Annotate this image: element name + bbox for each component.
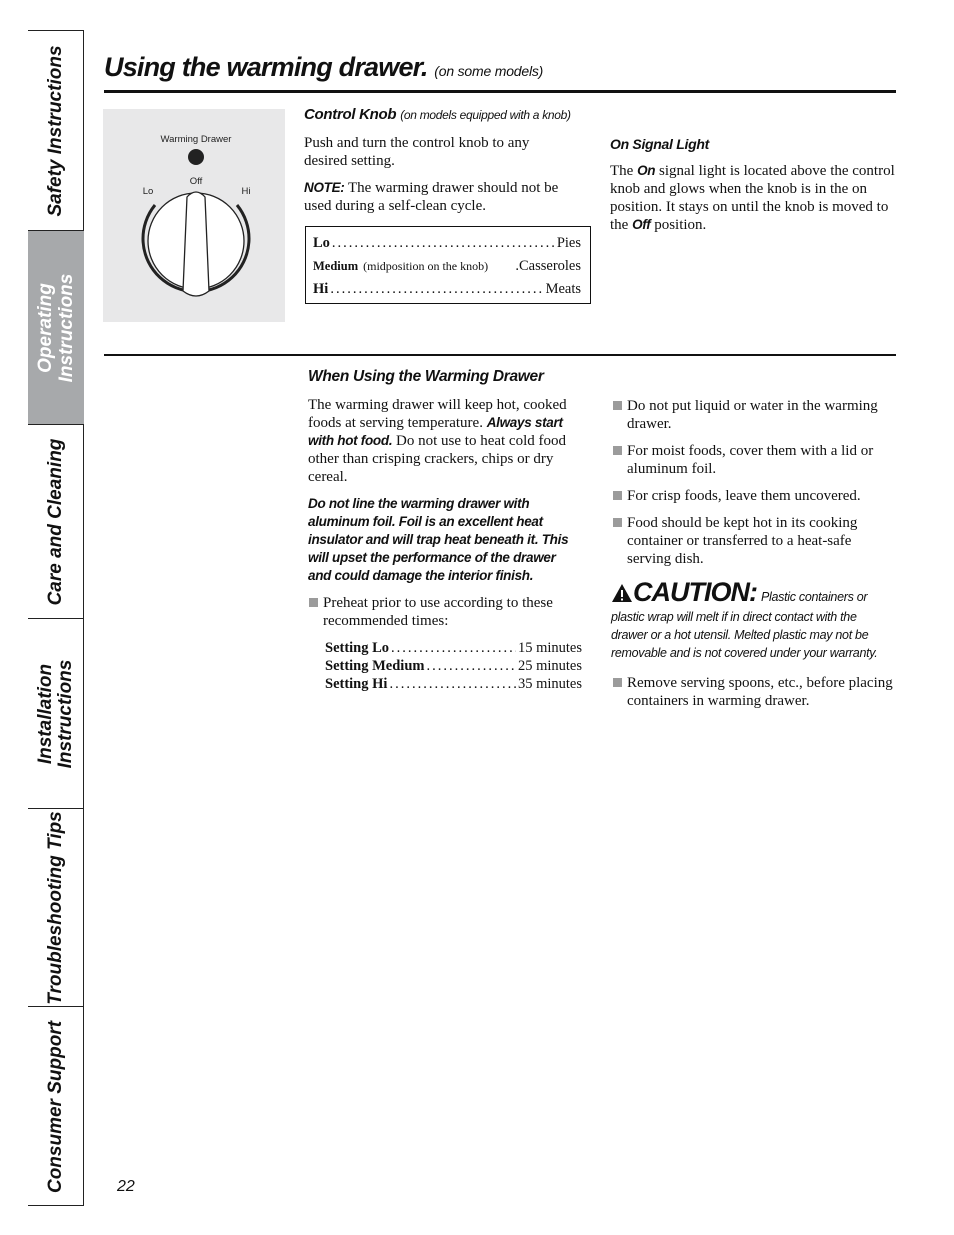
leader-dots (426, 657, 515, 675)
setting-value: Pies (556, 235, 581, 251)
paragraph-text: Do not use to heat cold food other than crisping crackers, chips or dry cereal. (308, 433, 566, 485)
signal-light-icon (188, 149, 204, 165)
time-value: 35 minutes (517, 676, 582, 692)
setting-key: Lo (313, 235, 330, 251)
leader-dots (391, 639, 516, 657)
section-tabs (28, 30, 84, 1206)
time-setting: Setting Medium (325, 658, 425, 674)
time-row (308, 657, 582, 675)
knob-handle (183, 192, 209, 296)
time-setting: Setting Lo (325, 640, 390, 656)
tab-troubleshooting-tips[interactable] (28, 809, 84, 1007)
on-word: On (637, 163, 656, 178)
leader-dots (389, 675, 516, 693)
leader-dots (330, 278, 543, 301)
control-knob-note-paragraph (304, 179, 566, 215)
setting-value: .Casseroles (515, 258, 581, 274)
time-row (308, 675, 582, 693)
tab-care-and-cleaning[interactable] (28, 425, 84, 619)
tab-safety-instructions[interactable] (28, 31, 84, 231)
tab-label: Consumer Support (45, 1020, 66, 1194)
section-rule (104, 354, 896, 356)
foil-warning: Do not line the warming drawer with aluminum foil. Foil is an excellent heat insulator and will trap heat beneath it. This will upset the performance of the drawer and could damage the interior finish. (308, 496, 569, 583)
signal-text-part: position. (654, 217, 707, 233)
tab-label-text: Operating Instructions (35, 273, 77, 382)
time-value: 15 minutes (517, 640, 582, 656)
header-rule (104, 90, 896, 93)
warning-triangle-icon (611, 583, 633, 608)
list-item: Food should be kept hot in its cooking container or transferred to a heat-safe serving dish. (612, 514, 896, 568)
tab-operating-instructions[interactable] (28, 231, 84, 425)
setting-value: Meats (545, 281, 581, 297)
tab-label: Troubleshooting Tips (45, 810, 66, 1005)
knob-label-hi: Hi (241, 186, 251, 197)
tab-label-text: Installation Instructions (35, 659, 76, 768)
tab-label: Safety Instructions (45, 44, 66, 217)
signal-light-heading: On Signal Light (610, 136, 709, 152)
paragraph-text: The warming drawer will keep hot, cooked foods at serving temperature. (308, 397, 567, 431)
time-value: 25 minutes (517, 658, 582, 674)
setting-key: Hi (313, 281, 329, 297)
tips-list (612, 397, 896, 719)
list-item (308, 594, 588, 630)
note-label: NOTE: (304, 180, 345, 195)
settings-row (313, 278, 581, 301)
page-subtitle: (on some models) (434, 63, 544, 79)
caution-block (611, 577, 891, 662)
tab-label: Care and Cleaning (45, 438, 66, 605)
knob-label-warming-drawer: Warming Drawer (160, 134, 232, 145)
control-knob-heading (304, 106, 594, 124)
list-item: For crisp foods, leave them uncovered. (612, 487, 896, 505)
knob-diagram (103, 109, 285, 322)
control-knob-text: Push and turn the control knob to any desired setting. (304, 135, 530, 169)
setting-note: (midposition on the knob) (363, 259, 489, 273)
when-using-heading: When Using the Warming Drawer (308, 368, 544, 385)
tab-label (35, 273, 77, 383)
tab-installation-instructions[interactable] (28, 619, 84, 809)
off-word: Off (632, 217, 651, 232)
control-knob-note: (on models equipped with a knob) (400, 108, 571, 122)
when-using-paragraph (308, 396, 588, 486)
tab-label (36, 654, 76, 774)
preheat-times (308, 639, 582, 693)
knob-label-off: Off (189, 176, 203, 187)
note-text: The warming drawer should not be used during a self-clean cycle. (304, 180, 559, 214)
settings-row (313, 255, 581, 278)
list-item: Remove serving spoons, etc., before placing containers in warming drawer. (612, 674, 896, 710)
time-setting: Setting Hi (325, 676, 388, 692)
page-title-text: Using the warming drawer. (104, 52, 428, 82)
bullet-text: Preheat prior to use according to these recommended times: (323, 595, 553, 629)
paragraph-emphasis: Always start with hot food. (308, 415, 563, 448)
knob-label-lo: Lo (142, 186, 154, 197)
page-title (104, 52, 543, 83)
tab-consumer-support[interactable] (28, 1007, 84, 1207)
list-item: For moist foods, cover them with a lid or aluminum foil. (612, 442, 896, 478)
settings-row (313, 232, 581, 255)
time-row (308, 639, 582, 657)
knob-settings-table (305, 226, 591, 304)
control-knob-section (304, 106, 594, 215)
page-number: 22 (117, 1178, 135, 1195)
leader-dots (332, 232, 555, 255)
signal-text-part: signal light is located above the control knob and glows when the knob is in the on position. It stays on until the knob is moved to the (610, 163, 895, 233)
caution-label: CAUTION: (633, 577, 757, 607)
setting-key: Medium (313, 259, 359, 273)
when-using-section (308, 368, 588, 693)
signal-text-part: The (610, 163, 634, 179)
signal-light-text (610, 162, 900, 234)
control-knob-title: Control Knob (304, 106, 397, 123)
knob-illustration (103, 109, 285, 322)
signal-light-section (610, 136, 900, 234)
list-item: Do not put liquid or water in the warming drawer. (612, 397, 896, 433)
caution-text: Plastic containers or plastic wrap will melt if in direct contact with the drawer or a hot utensil. Melted plastic may not be removable and is not covered under your warranty. (611, 590, 878, 660)
